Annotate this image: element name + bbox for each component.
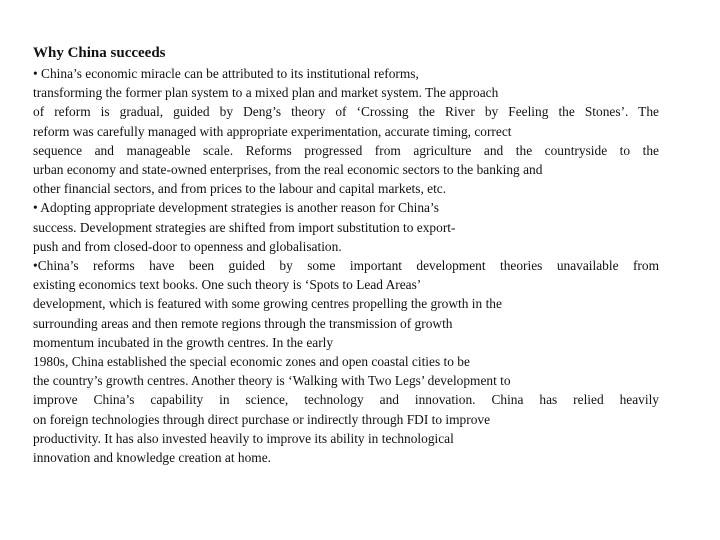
slide-title: Why China succeeds <box>33 45 166 61</box>
text-line: push and from closed-door to openness and globalisation. <box>33 238 342 254</box>
text-line: the country’s growth centres. Another theory is ‘Walking with Two Legs’ development to <box>33 373 511 389</box>
body-text <box>33 64 693 467</box>
slide-content <box>33 43 693 467</box>
text-line: momentum incubated in the growth centres. In the early <box>33 334 334 350</box>
text-line: 1980s, China established the special economic zones and open coastal cities to be <box>33 354 470 370</box>
text-line: of reform is gradual, guided by Deng’s theory of ‘Crossing the River by Feeling the Stones’. The <box>33 104 659 120</box>
text-line: reform was carefully managed with appropriate experimentation, accurate timing, correct <box>33 123 512 139</box>
text-line: urban economy and state-owned enterprises, from the real economic sectors to the banking and <box>33 162 543 178</box>
text-line: success. Development strategies are shifted from import substitution to export- <box>33 219 456 235</box>
text-line: existing economics text books. One such theory is ‘Spots to Lead Areas’ <box>33 277 422 293</box>
text-line: on foreign technologies through direct purchase or indirectly through FDI to improve <box>33 411 491 427</box>
text-line: innovation and knowledge creation at home. <box>33 450 271 466</box>
text-line: other financial sectors, and from prices to the labour and capital markets, etc. <box>33 181 447 197</box>
text-line: development, which is featured with some growing centres propelling the growth in the <box>33 296 502 312</box>
text-line: improve China’s capability in science, technology and innovation. China has relied heavily <box>33 392 659 408</box>
text-line: surrounding areas and then remote regions through the transmission of growth <box>33 315 453 331</box>
text-line: • China’s economic miracle can be attributed to its institutional reforms, <box>33 66 419 81</box>
text-line: •China’s reforms have been guided by some important development theories unavailable from <box>33 258 659 274</box>
text-line: transforming the former plan system to a mixed plan and market system. The approach <box>33 85 499 101</box>
text-line: productivity. It has also invested heavily to improve its ability in technological <box>33 430 454 446</box>
text-line: sequence and manageable scale. Reforms progressed from agriculture and the countryside to the <box>33 142 659 158</box>
text-line: • Adopting appropriate development strategies is another reason for China’s <box>33 200 439 216</box>
